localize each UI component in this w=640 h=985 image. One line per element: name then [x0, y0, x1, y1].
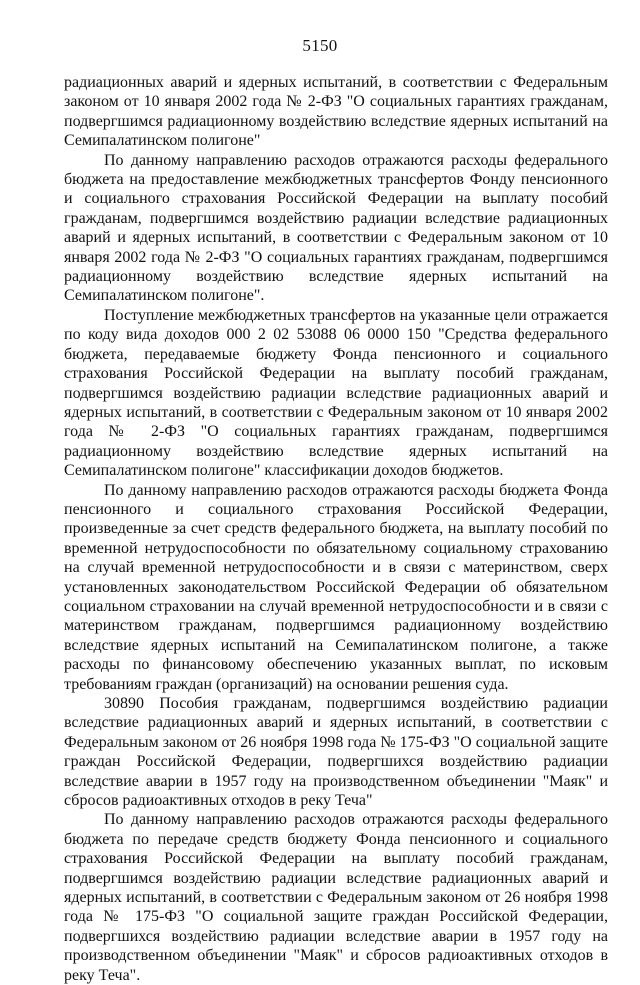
paragraph-expense-description-1: По данному направлению расходов отражаются расходы федерального бюджета на предоставление межбюджетных трансфертов Фонду пенсионного и социального страхования Российской Федерации на выплату пособий гражданам, подвергшимся воздействию радиации вследствие радиационных аварий и ядерных испытаний, в соответствии с Федеральным законом от 10 января 2002 года № 2-ФЗ "О социальных гарантиях гражданам, подвергшимся радиационному воздействию вследствие ядерных испытаний на Семипалатинском полигоне". — [64, 151, 608, 305]
paragraph-expense-description-3: По данному направлению расходов отражаются расходы федерального бюджета по передаче средств бюджету Фонда пенсионного и социального страхования Российской Федерации на выплату пособий гражданам, подвергшимся воздействию радиации вследствие радиационных аварий и ядерных испытаний, в соответствии с Федеральным законом от 26 ноября 1998 года № 175-ФЗ "О социальной защите граждан Российской Федерации, подвергшихся воздействию радиации вследствие аварии в 1957 году на производственном объединении "Маяк" и сбросов радиоактивных отходов в реку Теча". — [64, 811, 608, 984]
paragraph-continuation: радиационных аварий и ядерных испытаний, в соответствии с Федеральным законом от 10 января 2002 года № 2-ФЗ "О социальных гарантиях гражданам, подвергшимся радиационному воздействию вследствие ядерных испытаний на Семипалатинском полигоне" — [64, 74, 608, 150]
paragraph-expense-description-2: По данному направлению расходов отражаются расходы бюджета Фонда пенсионного и социального страхования Российской Федерации, произведенные за счет средств федерального бюджета, на выплату пособий по временной нетрудоспособности по обязательному социальному страхованию на случай временной нетрудоспособности и в связи с материнством, сверх установленных законодательством Российской Федерации об обязательном социальном страховании на случай временной нетрудоспособности и в связи с материнством гражданам, подвергшимся радиационному воздействию вследствие ядерных испытаний на Семипалатинском полигоне, а также расходы по финансовому обеспечению указанных выплат, по исковым требованиям граждан (организаций) на основании решения суда. — [64, 481, 608, 693]
paragraph-code-30890: 30890 Пособия гражданам, подвергшимся воздействию радиации вследствие радиационных аварий и ядерных испытаний, в соответствии с Федеральным законом от 26 ноября 1998 года № 175-ФЗ "О социальной защите граждан Российской Федерации, подвергшихся воздействию радиации вследствие аварии в 1957 году на производственном объединении "Маяк" и сбросов радиоактивных отходов в реку Теча" — [64, 695, 608, 810]
body-text — [64, 73, 608, 985]
page-number: 5150 — [302, 36, 338, 55]
paragraph-revenue-code: Поступление межбюджетных трансфертов на указанные цели отражается по коду вида доходов 000 2 02 53088 06 0000 150 "Средства федерального бюджета, передаваемые бюджету Фонда пенсионного и социального страхования Российской Федерации на выплату пособий гражданам, подвергшимся воздействию радиации вследствие радиационных аварий и ядерных испытаний, в соответствии с Федеральным законом от 10 января 2002 года № 2-ФЗ "О социальных гарантиях гражданам, подвергшимся радиационному воздействию вследствие ядерных испытаний на Семипалатинском полигоне" классификации доходов бюджетов. — [64, 306, 608, 480]
